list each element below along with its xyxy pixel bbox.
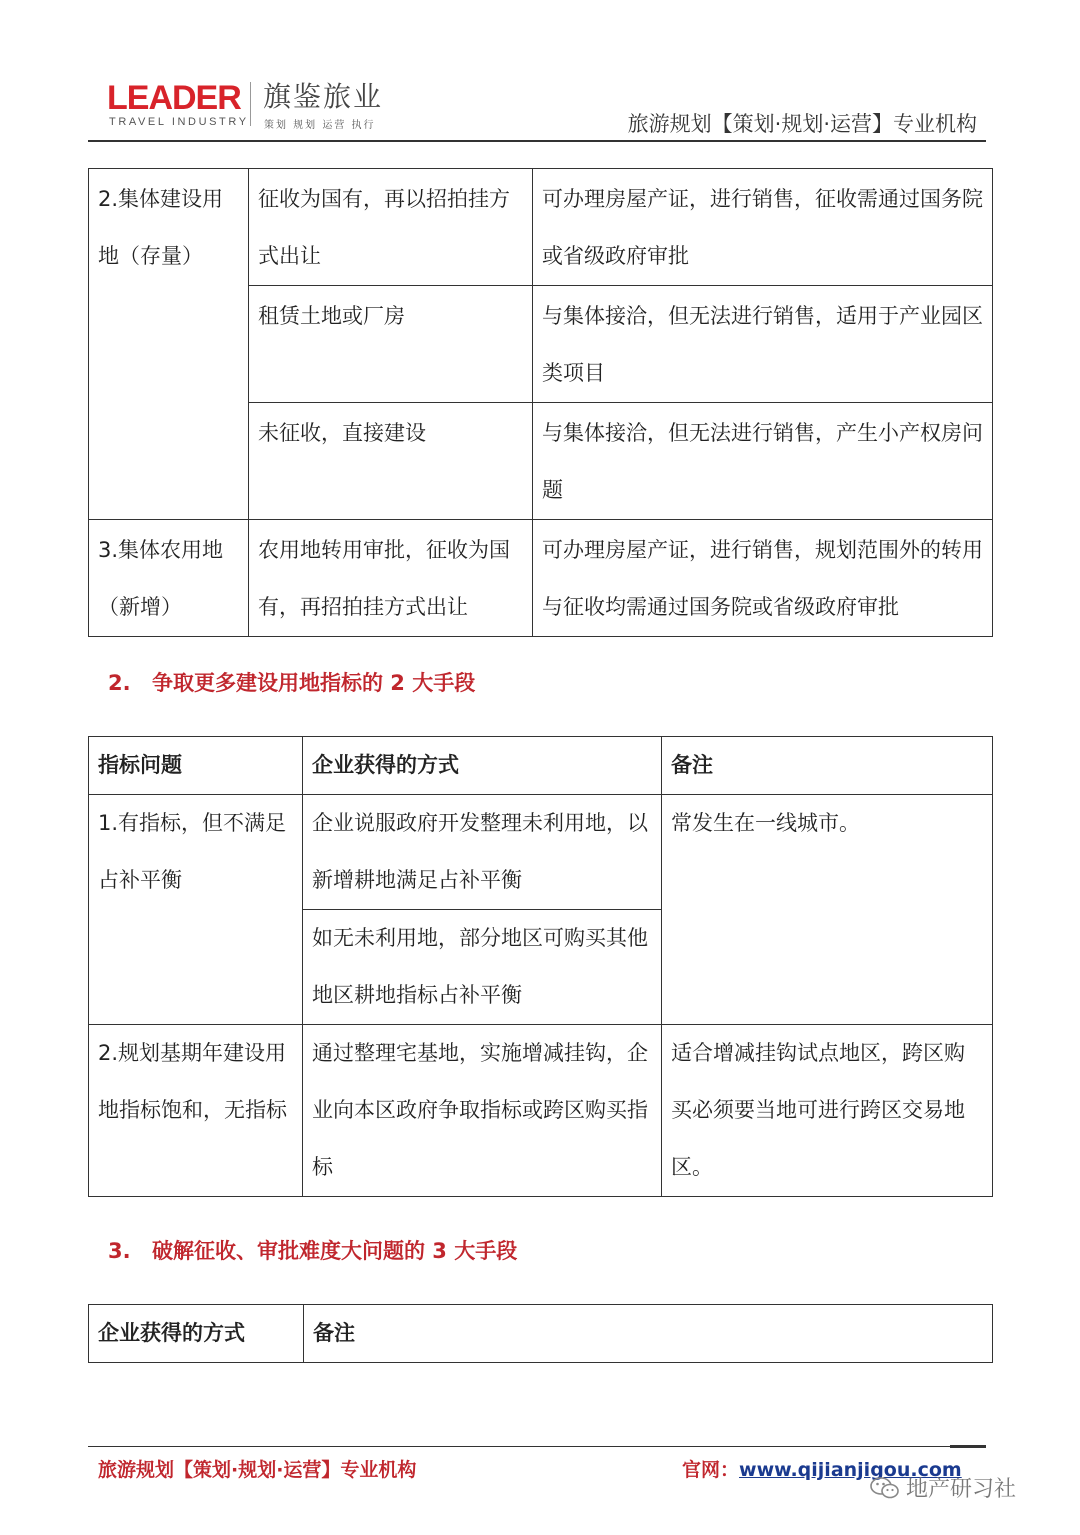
table-cell: 通过整理宅基地，实施增减挂钩，企业向本区政府争取指标或跨区购买指标: [303, 1025, 662, 1197]
approval-table: [88, 1304, 993, 1363]
column-header: 指标问题: [89, 737, 303, 795]
land-quota-table: [88, 736, 993, 1197]
table-cell: 常发生在一线城市。: [662, 795, 993, 1025]
table-cell: 如无未利用地，部分地区可购买其他地区耕地指标占补平衡: [303, 910, 662, 1025]
logo-subtitle-cn: 策划 规划 运营 执行: [264, 120, 376, 131]
logo-chinese: 旗鉴旅业: [263, 80, 384, 113]
header-tagline: 旅游规划【策划·规划·运营】专业机构: [627, 112, 977, 136]
column-header: 备注: [662, 737, 993, 795]
header-divider: [88, 140, 986, 142]
table-cell: 与集体接洽，但无法进行销售，产生小产权房问题: [533, 403, 993, 520]
table-cell: 征收为国有，再以招拍挂方式出让: [249, 169, 533, 286]
table-cell: 可办理房屋产证，进行销售，规划范围外的转用与征收均需通过国务院或省级政府审批: [533, 520, 993, 637]
table-row: [89, 169, 993, 286]
logo-subtitle-en: TRAVEL INDUSTRY: [109, 116, 249, 128]
page-header: [0, 0, 1080, 145]
table-cell: 3.集体农用地（新增）: [89, 520, 249, 637]
section-heading-3: [108, 1236, 517, 1266]
section-number: 3.: [108, 1239, 131, 1263]
website-label: 官网：: [682, 1459, 740, 1481]
table-header-row: [89, 737, 993, 795]
logo-divider: [250, 82, 251, 126]
table-cell: 1.有指标，但不满足占补平衡: [89, 795, 303, 1025]
table-header-row: [89, 1305, 993, 1363]
footer-tagline: 旅游规划【策划·规划·运营】专业机构: [98, 1459, 417, 1481]
section-number: 2.: [108, 671, 131, 695]
table-cell: 可办理房屋产证，进行销售，征收需通过国务院或省级政府审批: [533, 169, 993, 286]
table-cell: 农用地转用审批，征收为国有，再招拍挂方式出让: [249, 520, 533, 637]
table-row: [89, 1025, 993, 1197]
table-row: [89, 795, 993, 910]
column-header: 备注: [304, 1305, 993, 1363]
column-header: 企业获得的方式: [89, 1305, 304, 1363]
table-cell: 2.规划基期年建设用地指标饱和，无指标: [89, 1025, 303, 1197]
table-cell: 企业说服政府开发整理未利用地，以新增耕地满足占补平衡: [303, 795, 662, 910]
footer-divider-accent: [950, 1445, 986, 1448]
section-title: 破解征收、审批难度大问题的 3 大手段: [152, 1239, 518, 1263]
watermark-text: 地产研习社: [906, 1477, 1017, 1502]
logo-leader: LEADER: [107, 79, 241, 117]
table-row: [89, 520, 993, 637]
column-header: 企业获得的方式: [303, 737, 662, 795]
section-heading-2: [108, 668, 475, 698]
footer-divider: [88, 1446, 986, 1447]
section-title: 争取更多建设用地指标的 2 大手段: [152, 671, 476, 695]
table-cell: 适合增减挂钩试点地区，跨区购买必须要当地可进行跨区交易地区。: [662, 1025, 993, 1197]
table-cell: 未征收，直接建设: [249, 403, 533, 520]
table-cell: 与集体接洽，但无法进行销售，适用于产业园区类项目: [533, 286, 993, 403]
land-type-table: [88, 168, 993, 637]
website-link[interactable]: www.qijianjigou.com: [739, 1459, 962, 1481]
table-cell: 租赁土地或厂房: [249, 286, 533, 403]
table-cell: 2.集体建设用地（存量）: [89, 169, 249, 520]
watermark: [870, 1472, 1016, 1503]
wechat-icon: [870, 1476, 900, 1500]
